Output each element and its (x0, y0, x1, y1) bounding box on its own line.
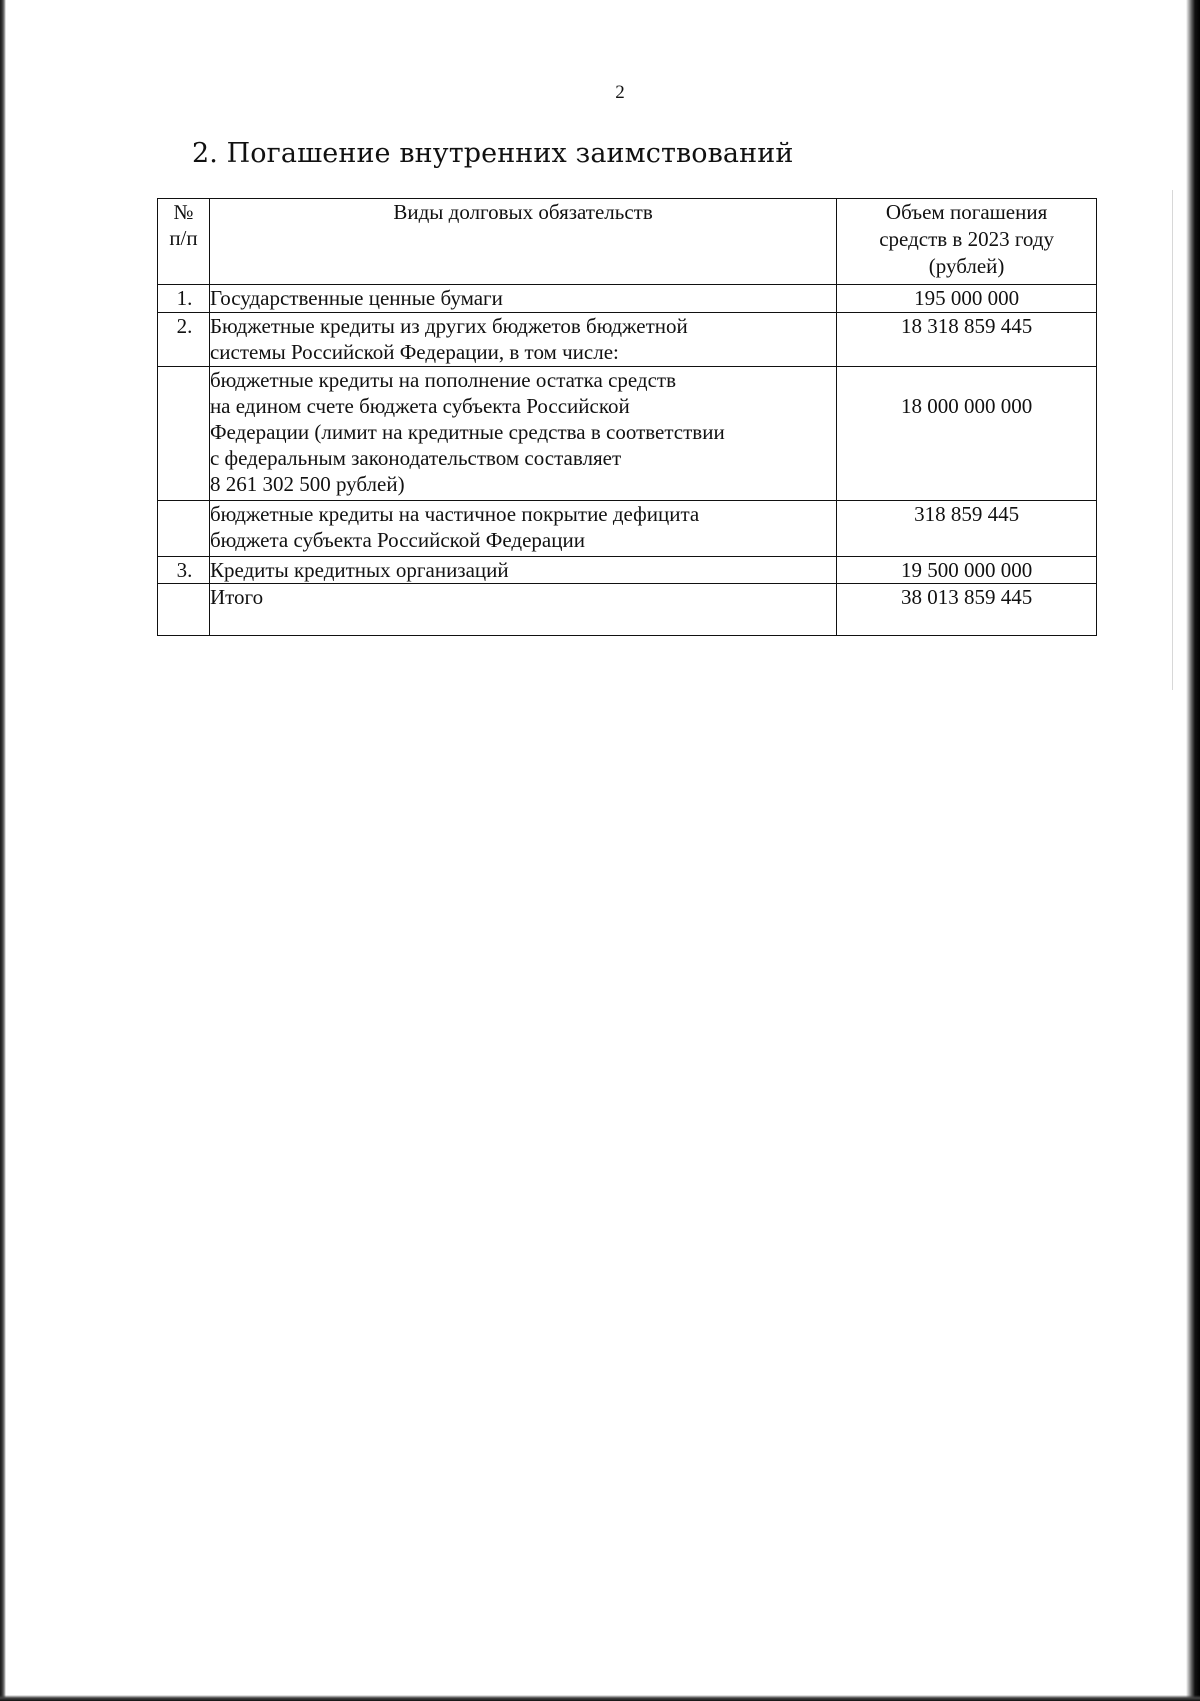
row-amount: 18 000 000 000 (837, 367, 1097, 501)
table-row (158, 285, 1097, 313)
row-number (158, 285, 210, 313)
row-amount: 18 318 859 445 (837, 313, 1097, 367)
row-debt-type: бюджетные кредиты на частичное покрытие дефицита бюджета субъекта Российской Федерации (209, 501, 836, 557)
row-number (158, 501, 210, 557)
table-header-row (158, 199, 1097, 285)
row-amount: 19 500 000 000 (837, 557, 1097, 584)
row-total-label: Итого (209, 584, 836, 636)
header-number (158, 199, 210, 285)
row-number-text: 2. (176, 314, 193, 338)
table-row (158, 367, 1097, 501)
row-amount: 195 000 000 (837, 285, 1097, 313)
header-repayment-amount-text: Объем погашения средств в 2023 году (рублей) (879, 200, 1055, 278)
row-number-text: 3. (176, 558, 193, 582)
scan-edge-bottom (0, 1695, 1200, 1701)
row-number (158, 313, 210, 367)
row-amount: 318 859 445 (837, 501, 1097, 557)
row-debt-type: Бюджетные кредиты из других бюджетов бюджетной системы Российской Федерации, в том числе: (209, 313, 836, 367)
row-total-amount: 38 013 859 445 (837, 584, 1097, 636)
table-row (158, 313, 1097, 367)
row-debt-type: Государственные ценные бумаги (209, 285, 836, 313)
table-row (158, 557, 1097, 584)
scan-edge-right (1186, 0, 1200, 1701)
row-debt-type: бюджетные кредиты на пополнение остатка средств на едином счете бюджета субъекта Российской Федерации (лимит на кредитные средства в соответствии с федеральным законодательством составляет 8 261 302 500 рублей) (209, 367, 836, 501)
scan-edge-left (0, 0, 6, 1701)
scan-artifact-line (1172, 190, 1173, 690)
row-debt-type: Кредиты кредитных организаций (209, 557, 836, 584)
row-number (158, 367, 210, 501)
table-row (158, 501, 1097, 557)
row-number (158, 584, 210, 636)
header-number-text: № п/п (169, 200, 198, 250)
section-title: 2. Погашение внутренних заимствований (192, 138, 794, 169)
page-number: 2 (615, 82, 625, 103)
row-number (158, 557, 210, 584)
header-repayment-amount (837, 199, 1097, 285)
row-number-text: 1. (176, 286, 193, 310)
debt-repayment-table (157, 198, 1097, 636)
table-row-total (158, 584, 1097, 636)
header-debt-type: Виды долговых обязательств (209, 199, 836, 285)
